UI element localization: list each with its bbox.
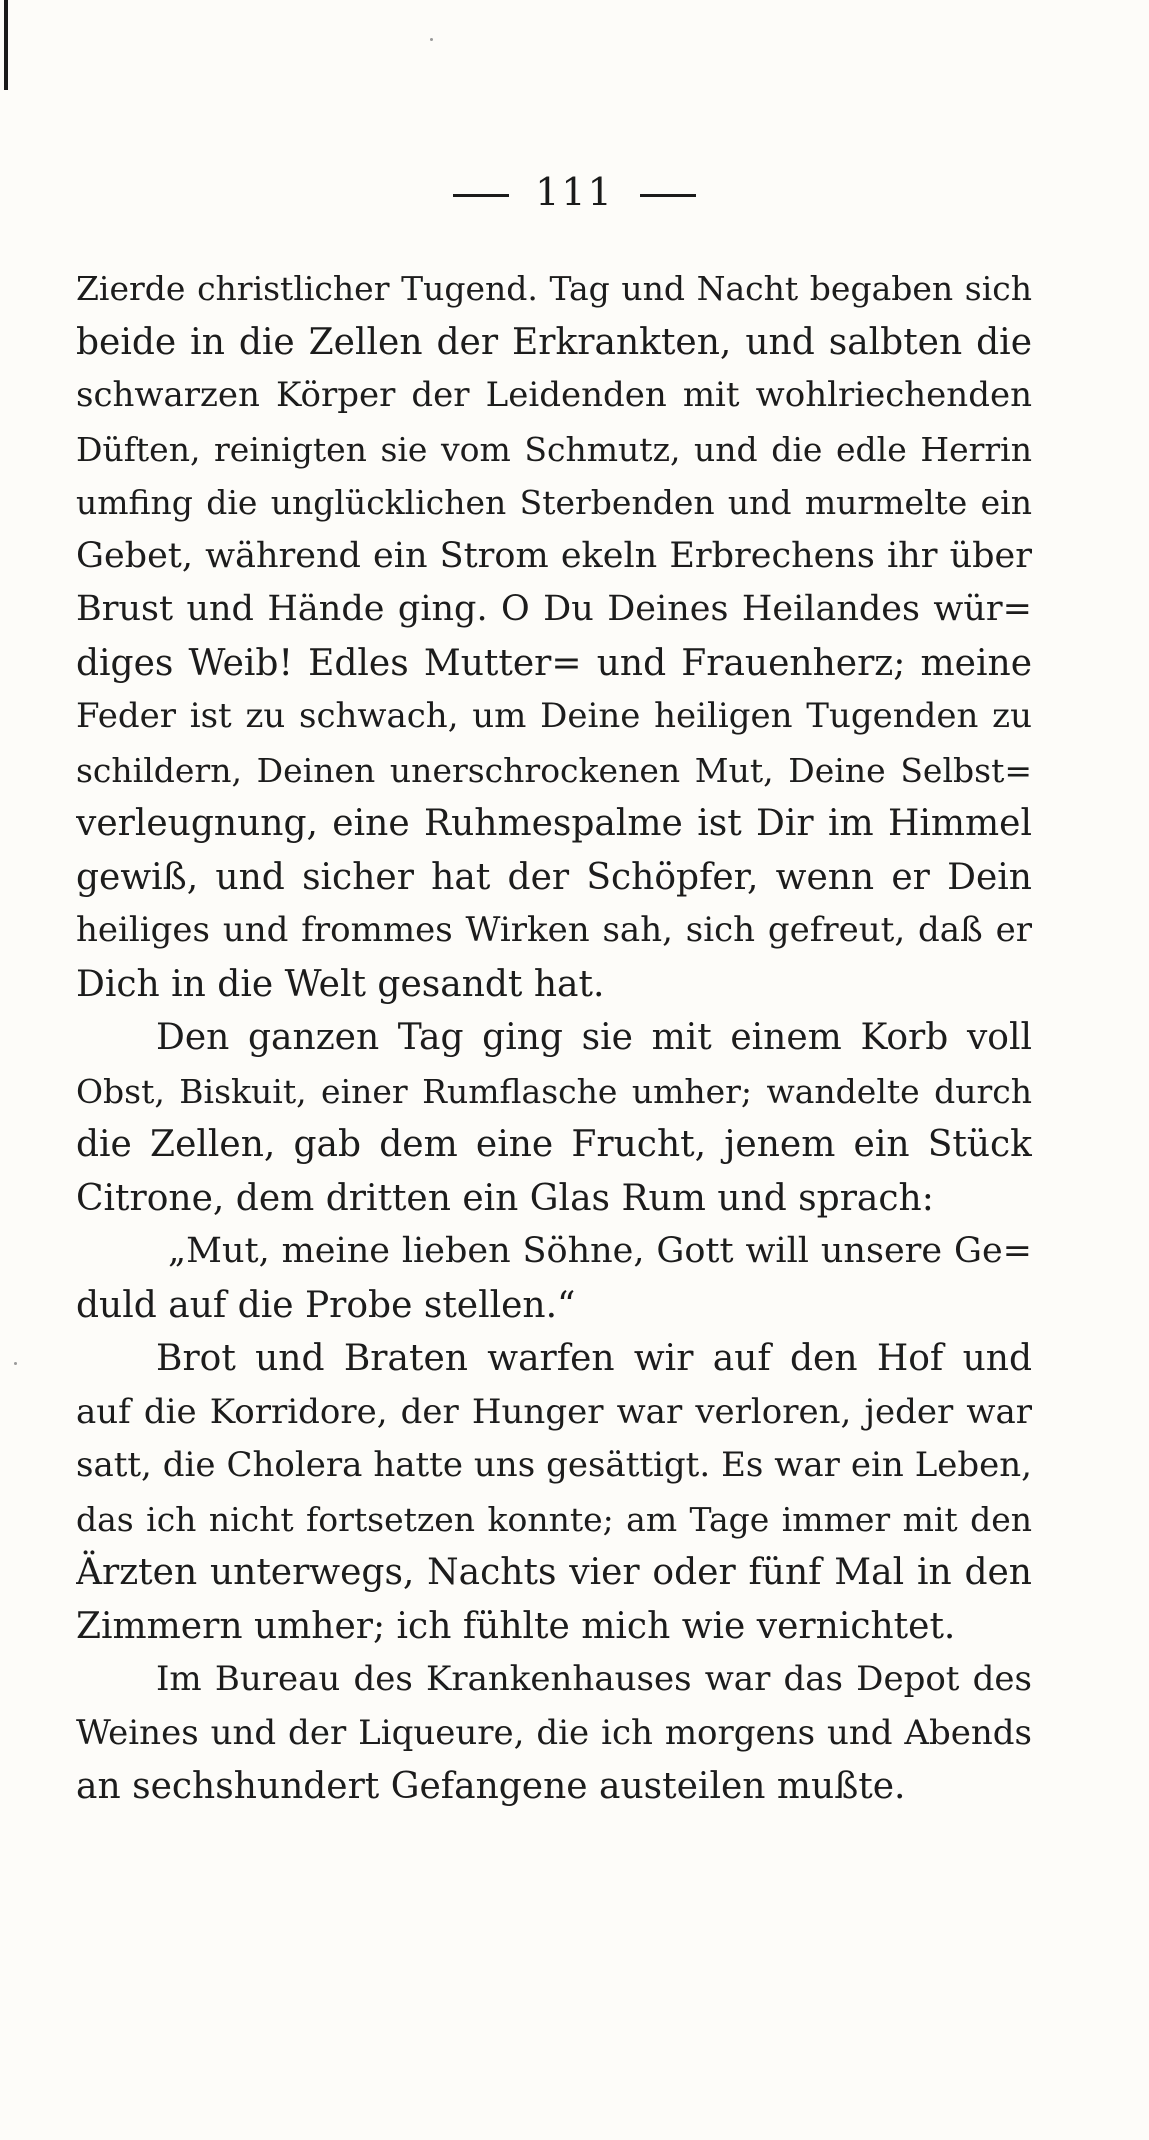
text-line: Citrone, dem dritten ein Glas Rum und sprach: <box>76 1177 934 1219</box>
text-line: Zierde christlicher Tugend. Tag und Nacht begaben sich <box>76 269 1032 308</box>
binding-edge-mark <box>4 0 8 90</box>
text-line: Zimmern umher; ich fühlte mich wie vernichtet. <box>76 1605 956 1647</box>
text-line: Dich in die Welt gesandt hat. <box>76 963 605 1005</box>
paper-speck <box>430 38 433 41</box>
quote-line: duld auf die Probe stellen.“ <box>76 1284 576 1326</box>
header-dash-right <box>640 194 696 197</box>
text-line: gewiß, und sicher hat der Schöpfer, wenn er Dein <box>76 856 1032 898</box>
text-line: auf die Korridore, der Hunger war verloren, jeder war <box>76 1391 1032 1432</box>
text-line: Brust und Hände ging. O Du Deines Heilandes wür= <box>76 589 1032 629</box>
text-line: Gebet, während ein Strom ekeln Erbrechens ihr über <box>76 535 1032 576</box>
body-text <box>76 262 1032 1814</box>
text-line: diges Weib! Edles Mutter= und Frauenherz; meine <box>76 642 1032 684</box>
text-line: Düften, reinigten sie vom Schmutz, und die edle Herrin <box>76 429 1032 469</box>
text-line: die Zellen, gab dem eine Frucht, jenem ein Stück <box>76 1124 1032 1165</box>
paragraph-start-line: Den ganzen Tag ging sie mit einem Korb voll <box>156 1017 1032 1058</box>
text-line: schwarzen Körper der Leidenden mit wohlriechenden <box>76 375 1032 415</box>
paragraph-start-line: Brot und Braten warfen wir auf den Hof und <box>156 1338 1032 1379</box>
text-line: umfing die unglücklichen Sterbenden und murmelte ein <box>76 483 1032 522</box>
text-line: beide in die Zellen der Erkrankten, und salbten die <box>76 321 1032 363</box>
page-number-header <box>0 170 1149 214</box>
text-line: verleugnung, eine Ruhmespalme ist Dir im Himmel <box>76 803 1032 844</box>
text-line: schildern, Deinen unerschrockenen Mut, Deine Selbst= <box>76 750 1032 790</box>
paragraph-start-line: Im Bureau des Krankenhauses war das Depot des <box>156 1659 1032 1699</box>
header-dash-left <box>453 194 509 197</box>
paper-speck <box>14 1362 17 1365</box>
text-line: an sechshundert Gefangene austeilen mußte. <box>76 1766 906 1807</box>
text-line: Weines und der Liqueure, die ich morgens und Abends <box>76 1712 1032 1753</box>
text-line: satt, die Cholera hatte uns gesättigt. Es war ein Leben, <box>76 1445 1032 1485</box>
page-number: 111 <box>535 170 614 214</box>
text-line: Obst, Biskuit, einer Rumflasche umher; wandelte durch <box>76 1071 1032 1111</box>
quote-line: „Mut, meine lieben Söhne, Gott will unsere Ge= <box>168 1231 1032 1271</box>
text-line: Ärzten unterwegs, Nachts vier oder fünf Mal in den <box>76 1552 1032 1593</box>
text-line: Feder ist zu schwach, um Deine heiligen Tugenden zu <box>76 696 1032 736</box>
text-line: das ich nicht fortsetzen konnte; am Tage immer mit den <box>76 1499 1032 1539</box>
text-line: heiliges und frommes Wirken sah, sich gefreut, daß er <box>76 910 1032 950</box>
